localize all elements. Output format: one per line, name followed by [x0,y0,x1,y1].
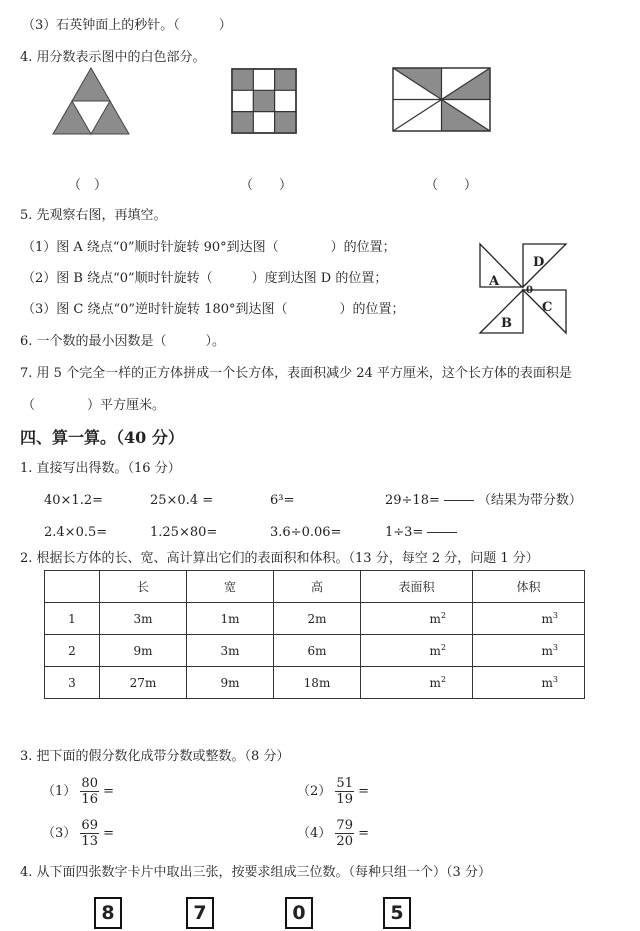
length-cell: 27m [100,667,187,699]
row-number: 2 [45,635,100,667]
calc-expr: 3.6÷0.06= [270,525,342,540]
calc-note: （结果为带分数） [477,493,582,508]
number-card-5[interactable]: 5 [383,897,411,929]
q3-item-3: （3）石英钟面上的秒针。（ ） [22,18,232,33]
fraction: $\frac{79}{20}$ [336,818,353,849]
q5-item-1: （1）图 A 绕点“0”顺时针旋转 90°到达图（ ）的位置； [22,240,396,255]
cuboid-table [44,570,585,699]
calc-3-title: 3. 把下面的假分数化成带分数或整数。（8 分） [20,749,290,764]
calc-4-title: 4. 从下面四张数字卡片中取出三张，按要求组成三位数。（每种只组一个）（3 分） [20,865,491,880]
answer-line [444,500,474,501]
calc-expr: 29÷18= [385,493,440,508]
q4-blank-2[interactable]: （ ） [240,178,293,193]
volume-cell[interactable]: $m^3$ [473,667,585,699]
header-width: 宽 [187,571,274,603]
q5-item-3: （3）图 C 绕点“0”逆时针旋转 180°到达图（ ）的位置； [22,302,405,317]
width-cell: 3m [187,635,274,667]
label-b: B [501,316,512,331]
header-cell [45,571,100,603]
length-cell: 9m [100,635,187,667]
q7-line-2: （ ）平方厘米。 [22,398,166,413]
fraction-item-3: （3） $\frac{69}{13}$ = [42,818,115,849]
fraction: $\frac{80}{16}$ [81,776,98,807]
calc-expr: 2.4×0.5= [44,525,108,540]
rectangle-figure [392,67,492,133]
label-c: C [542,300,553,315]
table-row [45,667,585,699]
table-header-row [45,571,585,603]
fraction-item-1: （1） $\frac{80}{16}$ = [42,776,115,807]
fraction: $\frac{51}{19}$ [336,776,353,807]
label-a: A [489,274,500,289]
number-card-7[interactable]: 7 [186,897,214,929]
rotation-figure [478,240,578,340]
surface-area-cell[interactable]: $m^2$ [361,603,473,635]
calc-expr: 6³= [270,493,295,508]
label-center: 0 [526,285,533,296]
triangle-figure [52,67,130,135]
answer-line [427,532,457,533]
calc-expr-fraction [385,525,461,541]
calc-expr: 1.25×80= [150,525,218,540]
calc-2-title: 2. 根据长方体的长、宽、高计算出它们的表面积和体积。（13 分，每空 2 分，问题 1 分） [20,551,539,566]
table-row [45,635,585,667]
width-cell: 9m [187,667,274,699]
header-height: 高 [274,571,361,603]
width-cell: 1m [187,603,274,635]
calc-expr: 25×0.4 = [150,493,214,508]
section-4-title: 四、算一算。（40 分） [20,428,184,447]
height-cell: 2m [274,603,361,635]
fraction-item-2: （2） $\frac{51}{19}$ = [297,776,370,807]
length-cell: 3m [100,603,187,635]
row-number: 3 [45,667,100,699]
surface-area-cell[interactable]: $m^2$ [361,667,473,699]
q5-item-2: （2）图 B 绕点“0”顺时针旋转（ ）度到达图 D 的位置； [22,271,388,286]
q4-blank-3[interactable]: （ ） [425,178,478,193]
calc-expr-mixed [385,493,582,509]
q7-line-1: 7. 用 5 个完全一样的正方体拼成一个长方体，表面积减少 24 平方厘米，这个长方体的表面积是 [20,366,572,381]
calc-expr: 1÷3= [385,525,424,540]
header-volume: 体积 [473,571,585,603]
q4-blank-1[interactable]: （ ） [68,178,108,193]
calc-1-title: 1. 直接写出得数。（16 分） [20,461,181,476]
fraction: $\frac{69}{13}$ [81,818,98,849]
number-card-0[interactable]: 0 [285,897,313,929]
number-card-8[interactable]: 8 [94,897,122,929]
q6-text: 6. 一个数的最小因数是（ ）。 [20,334,226,349]
volume-cell[interactable]: $m^3$ [473,603,585,635]
table-row [45,603,585,635]
row-number: 1 [45,603,100,635]
grid-figure [231,68,297,134]
label-d: D [533,255,545,270]
header-length: 长 [100,571,187,603]
q5-title: 5. 先观察右图，再填空。 [20,208,167,223]
height-cell: 18m [274,667,361,699]
header-surface-area: 表面积 [361,571,473,603]
q4-title: 4. 用分数表示图中的白色部分。 [20,50,206,65]
height-cell: 6m [274,635,361,667]
surface-area-cell[interactable]: $m^2$ [361,635,473,667]
volume-cell[interactable]: $m^3$ [473,635,585,667]
calc-expr: 40×1.2= [44,493,104,508]
fraction-item-4: （4） $\frac{79}{20}$ = [297,818,370,849]
